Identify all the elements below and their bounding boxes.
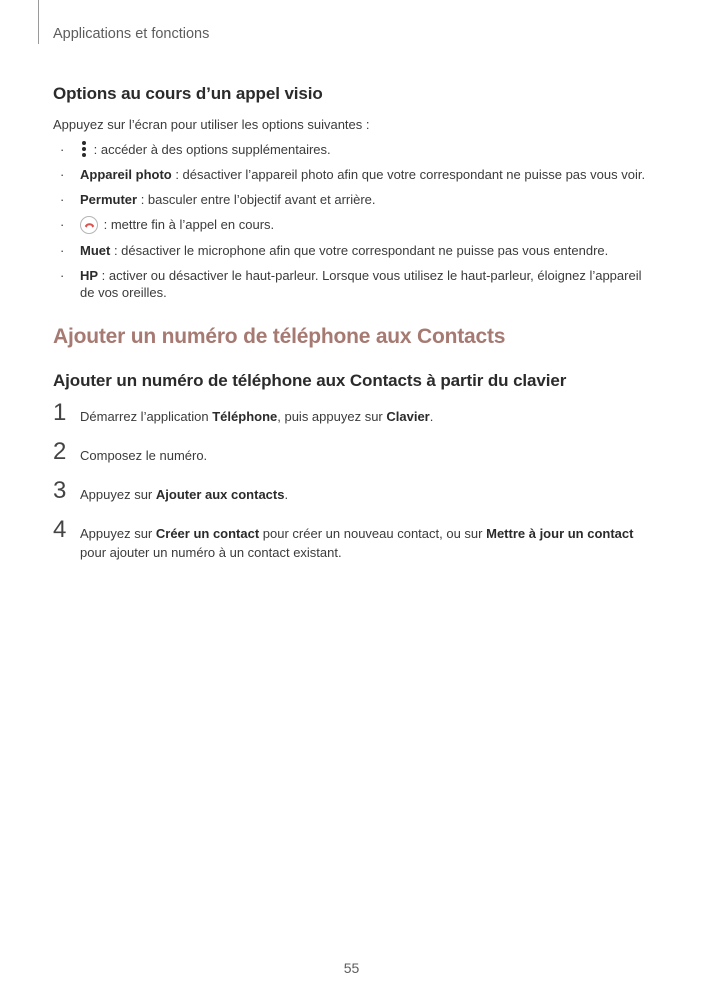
bullet-dot: · <box>60 192 65 207</box>
item-text: : accéder à des options supplémentaires. <box>90 142 331 157</box>
step-text: , puis appuyez sur <box>277 409 387 424</box>
step-text: . <box>284 487 289 502</box>
step-text: Appuyez sur <box>80 487 156 502</box>
running-header: Applications et fonctions <box>53 26 210 42</box>
steps-list <box>53 399 653 562</box>
more-options-icon <box>80 141 88 157</box>
item-text: : activer ou désactiver le haut-parleur. Lorsque vous utilisez le haut-parleur, éloignez l’appareil de vos oreilles. <box>80 268 642 300</box>
options-heading: Options au cours d’un appel visio <box>53 84 323 103</box>
step-text: . <box>429 409 434 424</box>
item-text: : désactiver l’appareil photo afin que votre correspondant ne puisse pas vous voir. <box>171 167 646 182</box>
list-item <box>53 216 653 234</box>
item-term: Muet <box>80 243 111 258</box>
item-text: : mettre fin à l’appel en cours. <box>100 217 275 232</box>
page-content <box>53 84 653 582</box>
step-item <box>53 516 653 562</box>
page-number: 55 <box>343 960 360 976</box>
bullet-dot: · <box>60 243 65 258</box>
step-keyword: Ajouter aux contacts <box>155 487 285 502</box>
step-number: 2 <box>53 438 67 465</box>
step-keyword: Clavier <box>386 409 430 424</box>
step-number: 3 <box>53 477 67 504</box>
item-text: : désactiver le microphone afin que votre correspondant ne puisse pas vous entendre. <box>110 243 609 258</box>
end-call-icon <box>80 216 98 234</box>
step-keyword: Créer un contact <box>155 526 260 541</box>
step-text: Démarrez l’application <box>80 409 213 424</box>
step-item <box>53 438 653 465</box>
list-item <box>53 166 653 183</box>
step-keyword: Téléphone <box>212 409 278 424</box>
step-item <box>53 477 653 504</box>
step-text: pour ajouter un numéro à un contact existant. <box>80 545 342 560</box>
step-text: pour créer un nouveau contact, ou sur <box>259 526 487 541</box>
contacts-section-heading: Ajouter un numéro de téléphone aux Contacts <box>53 325 506 348</box>
list-item <box>53 242 653 259</box>
list-item <box>53 267 653 301</box>
options-list <box>53 141 653 301</box>
options-intro: Appuyez sur l’écran pour utiliser les options suivantes : <box>53 117 370 132</box>
step-keyword: Mettre à jour un contact <box>486 526 634 541</box>
header-divider <box>38 0 39 44</box>
item-term: Appareil photo <box>80 167 172 182</box>
step-item <box>53 399 653 426</box>
step-text: Composez le numéro. <box>80 448 208 463</box>
step-number: 1 <box>53 399 67 426</box>
step-number: 4 <box>53 516 67 543</box>
step-text: Appuyez sur <box>80 526 156 541</box>
item-text: : basculer entre l’objectif avant et arrière. <box>137 192 376 207</box>
list-item <box>53 191 653 208</box>
item-term: Permuter <box>80 192 138 207</box>
bullet-dot: · <box>60 142 65 157</box>
list-item <box>53 141 653 158</box>
item-term: HP <box>80 268 99 283</box>
bullet-dot: · <box>60 268 65 283</box>
bullet-dot: · <box>60 167 65 182</box>
contacts-subheading: Ajouter un numéro de téléphone aux Contacts à partir du clavier <box>53 371 567 390</box>
bullet-dot: · <box>60 217 65 232</box>
